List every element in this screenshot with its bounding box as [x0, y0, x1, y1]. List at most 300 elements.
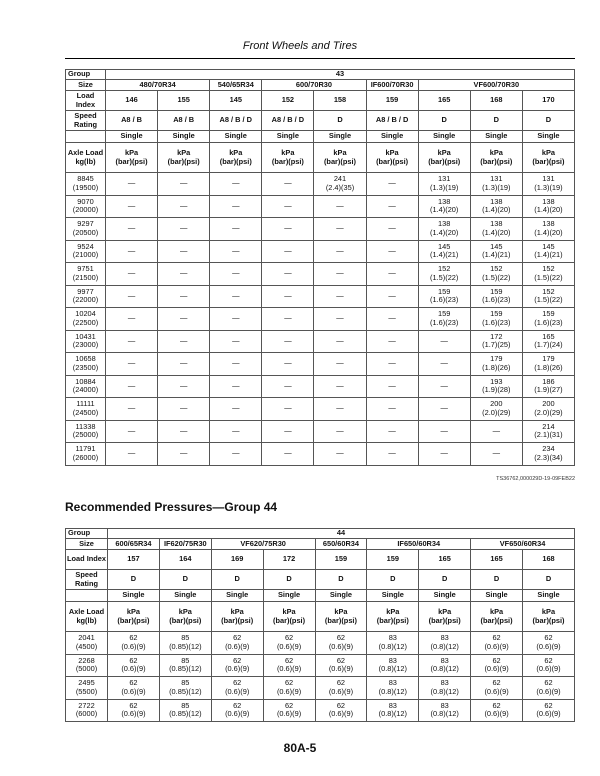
speed-rating-row	[66, 570, 575, 590]
cell-line: 62	[284, 655, 294, 665]
cell-line: 10204	[75, 309, 96, 319]
pressure-cell: —	[106, 285, 158, 308]
speed-rating-cell: D	[418, 111, 470, 131]
group-value: 43	[106, 70, 575, 80]
pressure-cell: —	[314, 218, 366, 241]
cell-line: 152	[542, 286, 555, 296]
cell-line: 83	[440, 633, 449, 643]
unit-cell	[315, 602, 367, 632]
pressure-cell	[419, 654, 471, 677]
pressure-cell	[522, 195, 574, 218]
pressure-cell: —	[210, 218, 262, 241]
axle-load-cell	[66, 420, 106, 443]
cell-line: 83	[388, 633, 397, 643]
load-index-cell: 170	[522, 91, 574, 111]
speed-rating-cell: D	[470, 111, 522, 131]
cell-line: 85	[181, 655, 190, 665]
cell-line: (19500)	[72, 182, 99, 192]
unit-bar-psi: (bar)(psi)	[532, 615, 565, 625]
cell-line: 62	[544, 655, 553, 665]
load-index-cell: 172	[263, 550, 315, 570]
cell-line: (0.6)(9)	[225, 686, 250, 696]
pressure-cell: —	[210, 443, 262, 466]
axle-load-cell	[66, 654, 108, 677]
cell-line: (5000)	[75, 664, 98, 674]
unit-cell	[210, 143, 262, 173]
unit-cell	[523, 602, 575, 632]
pressure-cell: —	[262, 285, 314, 308]
pressure-cell: —	[366, 218, 418, 241]
cell-line: 83	[388, 700, 397, 710]
pressure-cell: —	[262, 330, 314, 353]
unit-bar-psi: (bar)(psi)	[167, 156, 200, 166]
pressure-cell: —	[314, 195, 366, 218]
cell-line: (1.6)(23)	[482, 317, 511, 327]
unit-cell	[108, 602, 160, 632]
cell-line: 152	[490, 264, 503, 274]
axle-load-cell	[66, 173, 106, 196]
pressure-cell: —	[262, 195, 314, 218]
cell-line: (0.6)(9)	[328, 641, 354, 651]
single-cell: Single	[470, 131, 522, 143]
pressure-cell	[470, 240, 522, 263]
cell-line: 179	[490, 354, 503, 364]
cell-line: (0.6)(9)	[225, 709, 250, 719]
pressure-cell: —	[106, 218, 158, 241]
single-row-blank	[66, 590, 108, 602]
cell-line: (0.6)(9)	[536, 664, 561, 674]
size-cell: IF620/75R30	[159, 539, 211, 550]
unit-kpa: kPa	[124, 147, 139, 157]
pressure-cell	[471, 699, 523, 722]
axle-load-row	[66, 602, 575, 632]
cell-line: 145	[542, 241, 555, 251]
pressure-cell: —	[314, 398, 366, 421]
unit-cell	[314, 143, 366, 173]
pressure-cell: —	[210, 240, 262, 263]
cell-line: 62	[544, 678, 553, 688]
pressure-cell	[211, 632, 263, 655]
pressure-cell: —	[210, 308, 262, 331]
cell-line: (0.6)(9)	[276, 664, 302, 674]
unit-bar-psi: (bar)(psi)	[117, 615, 150, 625]
pressure-cell	[315, 654, 367, 677]
pressure-cell: —	[262, 173, 314, 196]
pressure-cell: —	[106, 263, 158, 286]
unit-cell	[471, 602, 523, 632]
cell-line: 11111	[76, 399, 95, 409]
cell-line: 145	[438, 241, 451, 251]
pressure-cell: —	[158, 398, 210, 421]
unit-bar-psi: (bar)(psi)	[376, 156, 409, 166]
single-cell: Single	[106, 131, 158, 143]
pressure-cell	[315, 699, 367, 722]
cell-line: (0.85)(12)	[169, 641, 202, 651]
cell-line: (0.6)(9)	[536, 709, 561, 719]
size-cell: 540/65R34	[210, 80, 262, 91]
speed-rating-cell: D	[108, 570, 160, 590]
data-row	[66, 375, 575, 398]
group-row	[66, 529, 575, 539]
pressure-cell: —	[314, 330, 366, 353]
pressure-cell	[263, 699, 315, 722]
pressure-cell: —	[366, 240, 418, 263]
single-row	[66, 131, 575, 143]
cell-line: 11791	[75, 444, 96, 454]
cell-line: 10884	[75, 376, 96, 386]
speed-rating-cell: D	[522, 111, 574, 131]
group-label: Group	[66, 529, 108, 539]
cell-line: (0.8)(12)	[430, 709, 459, 719]
cell-line: 62	[129, 655, 138, 665]
pressure-cell	[522, 353, 574, 376]
pressure-cell: —	[262, 398, 314, 421]
cell-line: (0.6)(9)	[328, 664, 354, 674]
cell-line: (0.6)(9)	[225, 641, 250, 651]
cell-line: 159	[490, 286, 503, 296]
cell-line: 62	[129, 700, 138, 710]
cell-line: 159	[490, 309, 503, 319]
data-row	[66, 353, 575, 376]
speed-rating-cell: A8 / B	[158, 111, 210, 131]
group-row	[66, 70, 575, 80]
cell-line: 62	[284, 678, 294, 688]
cell-line: 62	[336, 633, 346, 643]
pressure-cell: —	[366, 353, 418, 376]
pressure-cell: —	[106, 173, 158, 196]
cell-line: 62	[492, 633, 501, 643]
pressure-cell: —	[158, 240, 210, 263]
single-cell: Single	[366, 131, 418, 143]
pressure-cell: —	[366, 285, 418, 308]
speed-rating-cell: D	[159, 570, 211, 590]
pressure-cell	[315, 632, 367, 655]
pressure-cell	[418, 195, 470, 218]
cell-line: (1.4)(20)	[482, 205, 511, 215]
pressure-cell	[314, 173, 366, 196]
single-cell: Single	[262, 131, 314, 143]
load-index-row	[66, 550, 575, 570]
cell-line: (1.7)(25)	[482, 340, 511, 350]
speed-rating-cell: D	[419, 570, 471, 590]
size-row	[66, 539, 575, 550]
single-cell: Single	[419, 590, 471, 602]
cell-line: 2722	[78, 700, 95, 710]
pressure-cell	[418, 285, 470, 308]
cell-line: 138	[542, 196, 555, 206]
pressure-cell: —	[418, 375, 470, 398]
unit-kpa: kPa	[385, 147, 399, 157]
pressure-cell: —	[106, 195, 158, 218]
cell-line: (23500)	[72, 362, 99, 372]
unit-kpa: kPa	[489, 147, 503, 157]
cell-line: (22000)	[72, 295, 99, 305]
cell-line: (1.6)(23)	[430, 317, 459, 327]
cell-line: 62	[492, 655, 501, 665]
pressure-cell: —	[262, 375, 314, 398]
pressure-cell: —	[158, 420, 210, 443]
pressure-cell	[211, 699, 263, 722]
cell-line: 159	[438, 286, 451, 296]
pressure-cell	[418, 263, 470, 286]
pressure-cell	[211, 677, 263, 700]
cell-line: (2.1)(31)	[534, 430, 563, 440]
pressure-cell: —	[210, 398, 262, 421]
unit-cell	[367, 602, 419, 632]
pressure-cell: —	[106, 353, 158, 376]
pressure-cell: —	[366, 263, 418, 286]
cell-line: 83	[440, 655, 449, 665]
pressure-cell	[471, 654, 523, 677]
cell-line: (1.4)(21)	[534, 250, 563, 260]
cell-line: 62	[544, 633, 553, 643]
pressure-cell	[108, 654, 160, 677]
pressure-cell	[523, 654, 575, 677]
unit-kpa: kPa	[489, 606, 504, 616]
pressure-cell: —	[158, 375, 210, 398]
cell-line: (21000)	[72, 250, 99, 260]
size-cell: IF650/60R34	[367, 539, 471, 550]
cell-line: 214	[542, 421, 555, 431]
unit-kpa: kPa	[178, 606, 192, 616]
pressure-cell: —	[210, 173, 262, 196]
cell-line: 62	[284, 700, 294, 710]
cell-line: (0.6)(9)	[484, 664, 509, 674]
pressure-table-group-44	[65, 528, 575, 722]
speed-rating-cell: D	[314, 111, 366, 131]
cell-line: (20500)	[72, 227, 99, 237]
cell-line: 138	[438, 196, 451, 206]
single-cell: Single	[367, 590, 419, 602]
cell-line: 83	[388, 655, 397, 665]
pressure-cell: —	[314, 443, 366, 466]
axle-load-label: Axle Load kg(lb)	[66, 143, 106, 173]
pressure-cell	[470, 353, 522, 376]
pressure-cell: —	[366, 330, 418, 353]
cell-line: (1.4)(21)	[430, 250, 459, 260]
pressure-cell	[522, 375, 574, 398]
cell-line: (0.8)(12)	[378, 664, 407, 674]
pressure-cell	[470, 398, 522, 421]
pressure-cell: —	[366, 195, 418, 218]
pressure-cell	[263, 654, 315, 677]
unit-bar-psi: (bar)(psi)	[273, 615, 306, 625]
pressure-cell	[523, 677, 575, 700]
cell-line: (1.5)(22)	[534, 295, 563, 305]
pressure-cell: —	[158, 173, 210, 196]
pressure-cell: —	[418, 443, 470, 466]
load-index-cell: 168	[470, 91, 522, 111]
pressure-cell: —	[158, 263, 210, 286]
pressure-cell: —	[314, 308, 366, 331]
cell-line: (1.3)(19)	[482, 182, 511, 192]
unit-kpa: kPa	[438, 606, 452, 616]
speed-rating-cell: D	[263, 570, 315, 590]
cell-line: (0.85)(12)	[169, 664, 202, 674]
cell-line: (1.6)(23)	[534, 317, 563, 327]
single-cell: Single	[471, 590, 523, 602]
load-index-cell: 146	[106, 91, 158, 111]
data-row	[66, 699, 575, 722]
pressure-cell: —	[106, 420, 158, 443]
size-row	[66, 80, 575, 91]
cell-line: (0.6)(9)	[328, 686, 354, 696]
cell-line: (1.4)(20)	[430, 205, 459, 215]
pressure-cell	[159, 699, 211, 722]
cell-line: 9751	[77, 264, 94, 274]
cell-line: 62	[544, 700, 553, 710]
pressure-cell	[470, 218, 522, 241]
axle-load-cell	[66, 632, 108, 655]
cell-line: 83	[440, 700, 449, 710]
single-row	[66, 590, 575, 602]
pressure-table-group-43	[65, 69, 575, 466]
cell-line: 172	[490, 331, 503, 341]
pressure-cell: —	[210, 330, 262, 353]
pressure-cell: —	[418, 330, 470, 353]
cell-line: 62	[233, 655, 242, 665]
size-cell: VF650/60R34	[471, 539, 575, 550]
unit-kpa: kPa	[177, 147, 191, 157]
pressure-cell: —	[262, 263, 314, 286]
speed-rating-cell: D	[211, 570, 263, 590]
cell-line: 138	[490, 219, 503, 229]
cell-line: (0.6)(9)	[121, 641, 146, 651]
cell-line: 10658	[75, 354, 96, 364]
data-row	[66, 654, 575, 677]
unit-bar-psi: (bar)(psi)	[480, 615, 513, 625]
pressure-cell: —	[262, 420, 314, 443]
pressure-cell	[522, 263, 574, 286]
cell-line: 145	[490, 241, 503, 251]
cell-line: (2.0)(29)	[482, 407, 511, 417]
cell-line: 83	[440, 678, 449, 688]
cell-line: 62	[233, 633, 242, 643]
axle-load-cell	[66, 240, 106, 263]
pressure-cell: —	[314, 240, 366, 263]
pressure-cell	[159, 677, 211, 700]
cell-line: (1.4)(21)	[482, 250, 511, 260]
pressure-cell	[522, 218, 574, 241]
cell-line: 62	[284, 633, 294, 643]
cell-line: (0.6)(9)	[276, 686, 302, 696]
speed-rating-cell: D	[367, 570, 419, 590]
pressure-cell	[522, 173, 574, 196]
cell-line: 2268	[78, 655, 95, 665]
cell-line: (1.6)(23)	[482, 295, 511, 305]
cell-line: (0.8)(12)	[430, 686, 459, 696]
load-index-cell: 164	[159, 550, 211, 570]
single-row-blank	[66, 131, 106, 143]
cell-line: (1.9)(27)	[534, 385, 563, 395]
pressure-cell	[418, 240, 470, 263]
cell-line: (24500)	[72, 407, 99, 417]
load-index-cell: 158	[314, 91, 366, 111]
cell-line: 62	[492, 678, 501, 688]
cell-line: 165	[542, 331, 555, 341]
speed-rating-cell: A8 / B / D	[366, 111, 418, 131]
data-row	[66, 195, 575, 218]
cell-line: (1.5)(22)	[534, 272, 563, 282]
pressure-cell	[367, 654, 419, 677]
unit-kpa: kPa	[541, 147, 556, 157]
cell-line: (0.6)(9)	[328, 709, 354, 719]
pressure-cell	[418, 173, 470, 196]
single-cell: Single	[263, 590, 315, 602]
unit-cell	[470, 143, 522, 173]
cell-line: 10431	[75, 331, 96, 341]
cell-line: (1.4)(20)	[534, 205, 563, 215]
pressure-cell	[108, 632, 160, 655]
axle-load-cell	[66, 308, 106, 331]
pressure-cell: —	[366, 443, 418, 466]
cell-line: (1.6)(23)	[430, 295, 459, 305]
speed-rating-cell: A8 / B / D	[262, 111, 314, 131]
pressure-cell	[418, 218, 470, 241]
pressure-cell	[211, 654, 263, 677]
unit-kpa: kPa	[229, 147, 243, 157]
cell-line: 200	[542, 399, 555, 409]
unit-kpa: kPa	[333, 147, 347, 157]
cell-line: 9977	[77, 286, 94, 296]
axle-load-cell	[66, 375, 106, 398]
cell-line: 9297	[77, 219, 94, 229]
pressure-cell: —	[210, 375, 262, 398]
size-label: Size	[66, 539, 108, 550]
unit-bar-psi: (bar)(psi)	[221, 615, 254, 625]
axle-load-cell	[66, 195, 106, 218]
single-cell: Single	[523, 590, 575, 602]
axle-load-cell	[66, 398, 106, 421]
header-rule	[65, 58, 575, 59]
axle-load-cell	[66, 330, 106, 353]
cell-line: (22500)	[72, 317, 99, 327]
cell-line: 85	[181, 700, 190, 710]
cell-line: (0.6)(9)	[484, 686, 509, 696]
pressure-cell: —	[106, 240, 158, 263]
pressure-cell	[471, 677, 523, 700]
cell-line: (0.85)(12)	[169, 709, 202, 719]
cell-line: (0.8)(12)	[430, 641, 459, 651]
unit-cell	[366, 143, 418, 173]
load-index-cell: 159	[367, 550, 419, 570]
pressure-cell	[159, 632, 211, 655]
pressure-cell: —	[158, 330, 210, 353]
cell-line: (1.8)(26)	[482, 362, 511, 372]
axle-load-cell	[66, 353, 106, 376]
pressure-cell	[470, 263, 522, 286]
unit-bar-psi: (bar)(psi)	[323, 156, 356, 166]
data-row	[66, 632, 575, 655]
pressure-cell	[522, 308, 574, 331]
pressure-cell	[367, 632, 419, 655]
pressure-cell: —	[106, 375, 158, 398]
pressure-cell	[367, 677, 419, 700]
pressure-cell	[470, 375, 522, 398]
load-index-label: Load Index	[66, 550, 108, 570]
pressure-cell	[263, 677, 315, 700]
pressure-cell: —	[314, 420, 366, 443]
data-row	[66, 173, 575, 196]
pressure-cell	[470, 330, 522, 353]
pressure-cell	[108, 699, 160, 722]
cell-line: 62	[492, 700, 501, 710]
cell-line: (1.5)(22)	[430, 272, 459, 282]
cell-line: (0.8)(12)	[378, 686, 407, 696]
cell-line: 62	[233, 700, 242, 710]
axle-load-cell	[66, 677, 108, 700]
pressure-cell	[522, 398, 574, 421]
